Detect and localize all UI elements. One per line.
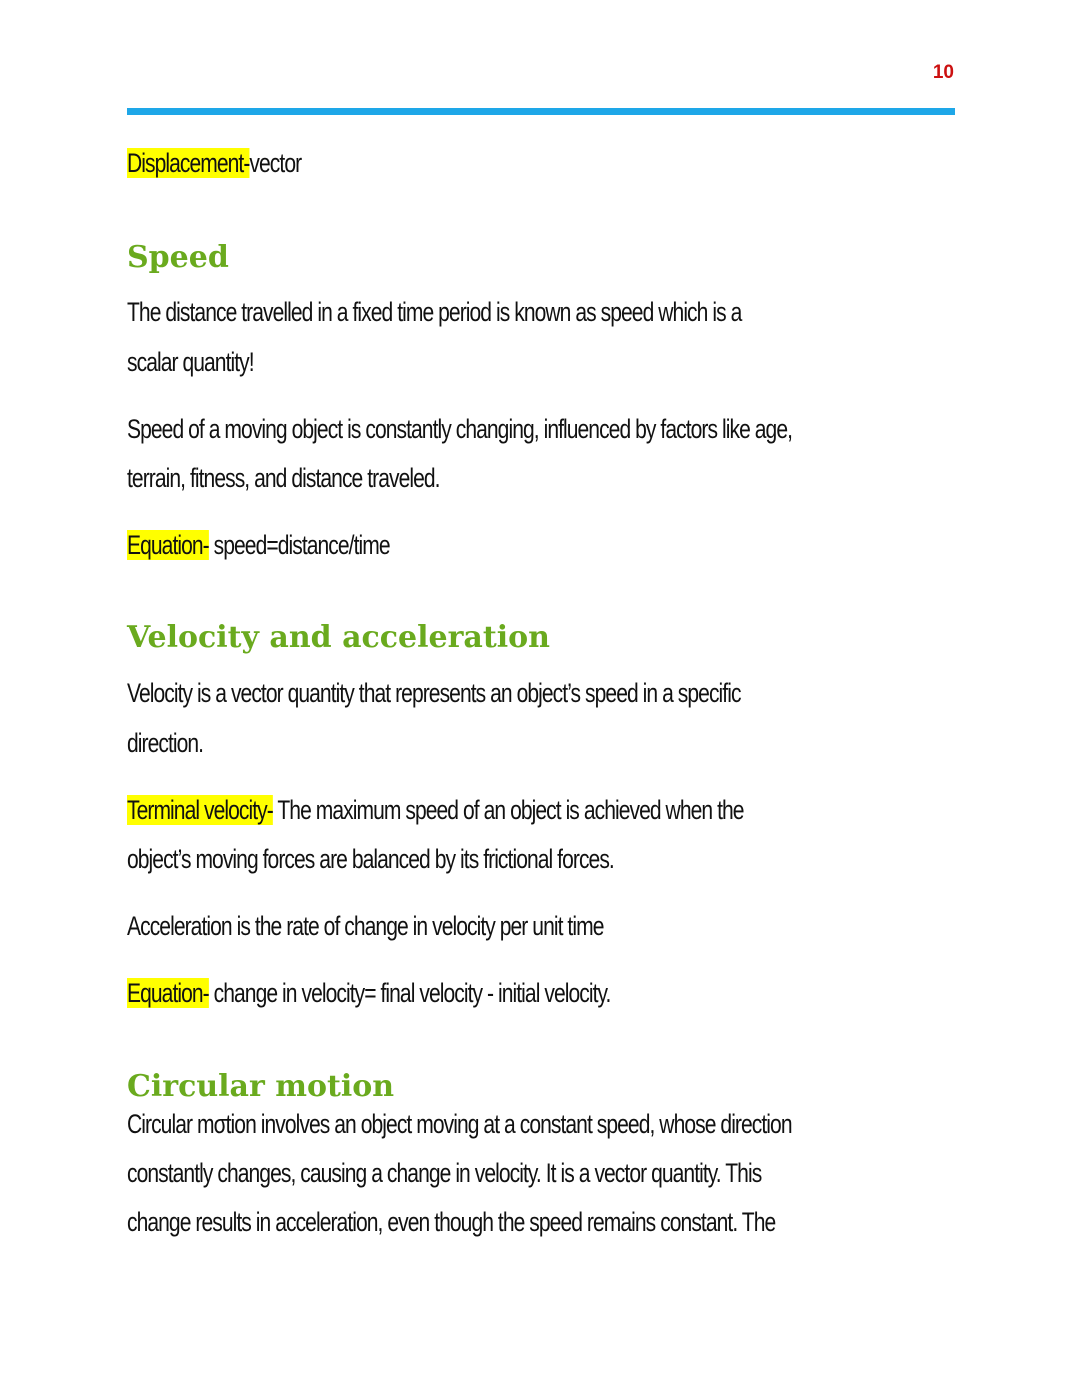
speed-p2-line2: terrain, fitness, and distance traveled.	[127, 463, 440, 493]
displacement-text: vector	[249, 148, 302, 178]
circular-line3: change results in acceleration, even though the speed remains constant. The	[127, 1207, 776, 1237]
header-rule	[127, 108, 955, 115]
acceleration-text: Acceleration is the rate of change in velocity per unit time	[127, 911, 604, 941]
speed-equation	[127, 530, 390, 561]
page-number: 10	[932, 62, 954, 83]
circular-line2: constantly changes, causing a change in velocity. It is a vector quantity. This	[127, 1158, 762, 1188]
terminal-velocity-line2: object’s moving forces are balanced by its frictional forces.	[127, 844, 614, 874]
speed-p2-line1: Speed of a moving object is constantly changing, influenced by factors like age,	[127, 414, 793, 444]
terminal-velocity-line1	[127, 795, 744, 826]
speed-p1-line2: scalar quantity!	[127, 347, 254, 377]
equation-term: Equation-	[127, 530, 209, 560]
velocity-equation	[127, 978, 610, 1009]
heading-circular-motion: Circular motion	[127, 1069, 395, 1104]
terminal-velocity-term: Terminal velocity-	[127, 795, 273, 825]
heading-velocity: Velocity and acceleration	[127, 620, 550, 655]
equation-term: Equation-	[127, 978, 209, 1008]
displacement-line	[127, 148, 301, 179]
displacement-term: Displacement-	[127, 148, 250, 178]
circular-line1: Circular mσtion involves an object moving at a constant speed, whose direction	[127, 1109, 792, 1139]
terminal-velocity-text: The maximum speed of an object is achieved when the	[272, 795, 744, 825]
speed-p1-line1: The distance travelled in a fixed time period is known as speed which is a	[127, 297, 742, 327]
velocity-p1-line1: Velocity is a vector quantity that represents an object’s speed in a specific	[127, 678, 741, 708]
equation-text: speed=distance/time	[208, 530, 390, 560]
equation-text: change in velocity= final velocity - initial velocity.	[208, 978, 611, 1008]
heading-speed: Speed	[127, 240, 229, 275]
velocity-p1-line2: direction.	[127, 728, 204, 758]
